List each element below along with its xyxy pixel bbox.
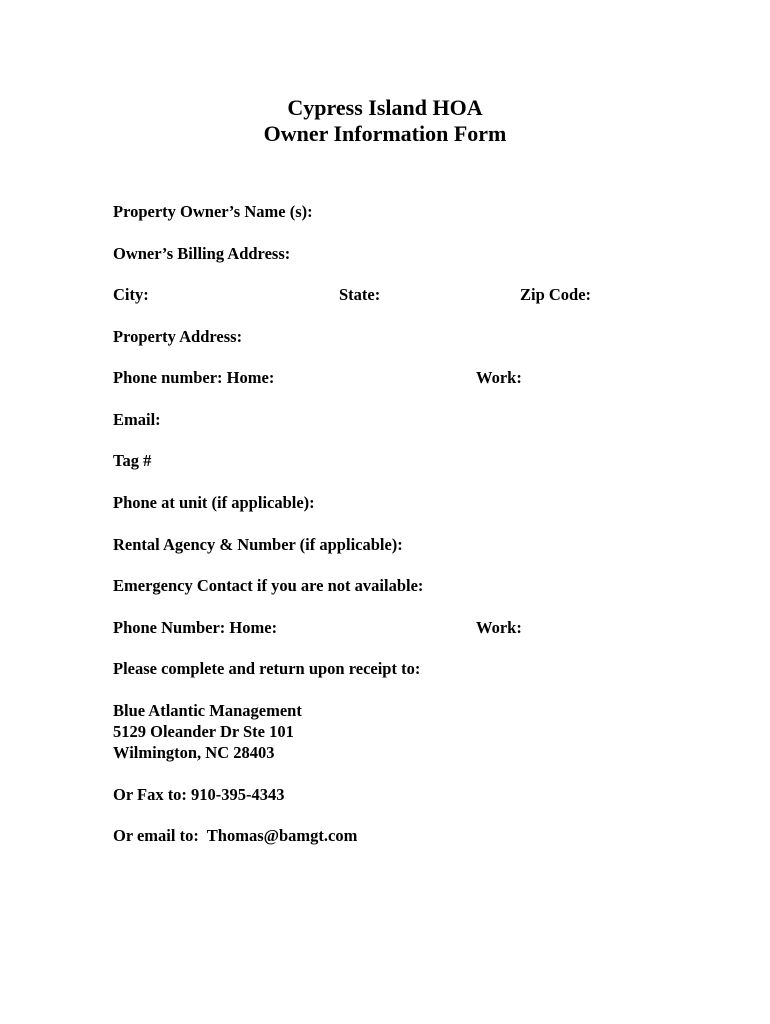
form-title: Owner Information Form	[263, 121, 507, 146]
phone-unit-label: Phone at unit (if applicable):	[113, 493, 315, 512]
zip-code-label: Zip Code:	[520, 285, 592, 304]
email-label: Email:	[113, 410, 161, 429]
fax-line: Or Fax to: 910-395-4343	[113, 785, 285, 804]
phone-work-label: Work:	[476, 368, 522, 387]
emergency-phone-home-label: Phone Number: Home:	[113, 618, 278, 637]
email-return-line: Or email to: Thomas@bamgt.com	[113, 826, 358, 845]
tag-label: Tag #	[113, 451, 152, 470]
billing-address-label: Owner’s Billing Address:	[113, 244, 291, 263]
company-name: Blue Atlantic Management	[113, 701, 302, 720]
phone-home-label: Phone number: Home:	[113, 368, 275, 387]
emergency-contact-label: Emergency Contact if you are not available:	[113, 576, 424, 595]
owner-name-label: Property Owner’s Name (s):	[113, 202, 313, 221]
return-instruction: Please complete and return upon receipt to:	[113, 659, 421, 678]
org-name: Cypress Island HOA	[287, 95, 483, 120]
property-address-label: Property Address:	[113, 327, 243, 346]
rental-agency-label: Rental Agency & Number (if applicable):	[113, 535, 403, 554]
company-street: 5129 Oleander Dr Ste 101	[113, 722, 294, 741]
state-label: State:	[339, 285, 381, 304]
city-label: City:	[113, 285, 149, 304]
company-city-state-zip: Wilmington, NC 28403	[113, 743, 275, 762]
emergency-phone-work-label: Work:	[476, 618, 522, 637]
